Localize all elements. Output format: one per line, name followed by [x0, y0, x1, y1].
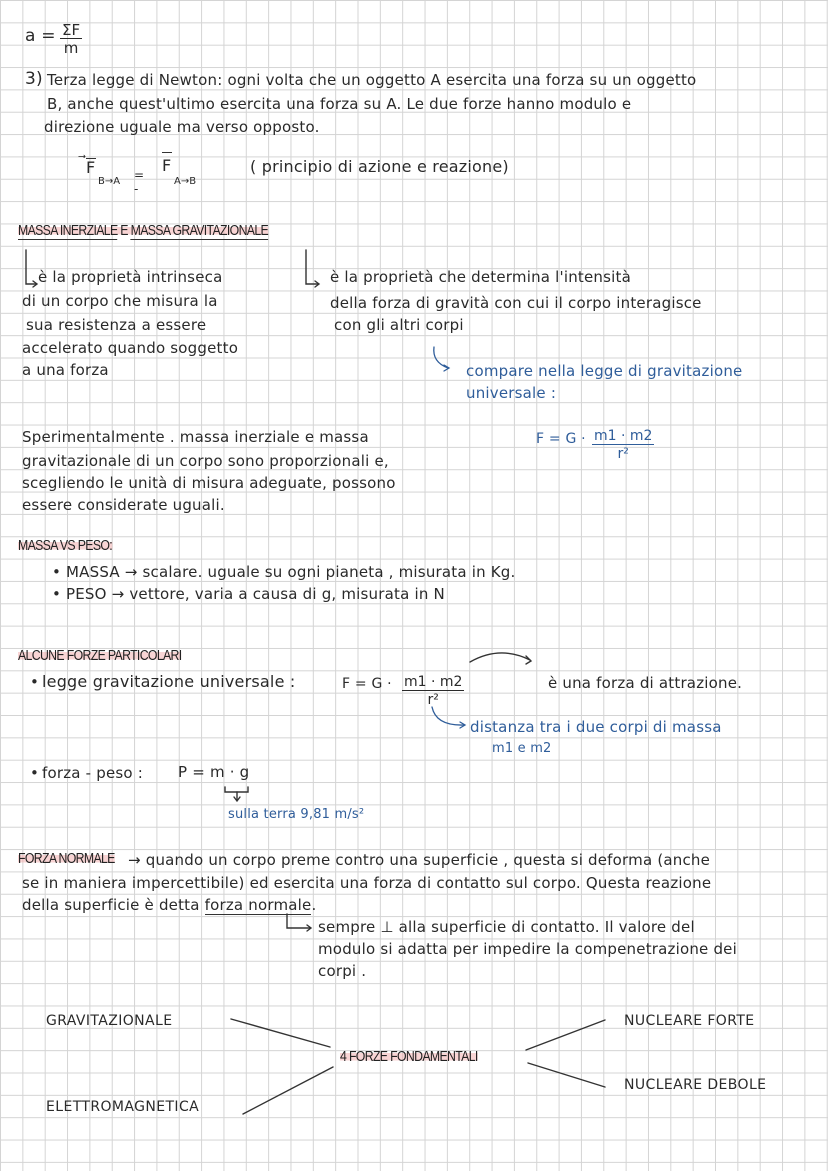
force-weak-nuclear: NUCLEARE DEBOLE: [624, 1077, 767, 1093]
experimental-line-4: essere considerate uguali.: [22, 496, 225, 514]
blue-note-line-1: compare nella legge di gravitazione: [466, 362, 743, 380]
bullet-dot: •: [52, 563, 62, 581]
special-gravitation-numerator: m1 · m2: [404, 674, 463, 690]
gravitation-numerator: m1 · m2: [594, 428, 653, 444]
action-reaction-principle: ( principio di azione e reazione): [250, 157, 509, 176]
force-a-on-b: F: [162, 156, 172, 175]
bullet-dot: •: [30, 764, 40, 782]
acceleration-denominator: m: [63, 39, 79, 57]
weight-force-label: forza - peso :: [42, 764, 144, 782]
section-heading-special-forces: ALCUNE FORZE PARTICOLARI: [18, 647, 182, 664]
bullet-weight: PESO → vettore, varia a causa di g, misurata in N: [66, 585, 445, 603]
inertial-line-1: è la proprietà intrinseca: [38, 268, 223, 286]
section-heading-mass-vs-weight: MASSA VS PESO:: [18, 537, 113, 554]
normal-note-line-3: corpi .: [318, 962, 367, 980]
special-gravitation-fraction: [402, 674, 464, 708]
inertial-line-2: di un corpo che misura la: [22, 292, 218, 310]
curved-arrow-icon: [470, 653, 530, 662]
special-gravitation-denominator: r²: [427, 692, 439, 708]
force-b-on-a: F: [86, 158, 96, 177]
section-heading-masses: [18, 222, 268, 239]
item-number: 3): [25, 69, 43, 89]
distance-note-line-2: m1 e m2: [492, 741, 552, 756]
gravitation-fraction: [592, 428, 654, 462]
equals-minus: = -: [134, 168, 145, 196]
gravitational-line-2: della forza di gravità con cui il corpo interagisce: [330, 294, 702, 312]
special-gravitation-lhs: F = G ·: [342, 676, 392, 692]
force-electromagnetic: ELETTROMAGNETICA: [46, 1099, 200, 1115]
normal-force-line-3-prefix: della superficie è detta: [22, 896, 205, 914]
experimental-line-1: Sperimentalmente . massa inerziale e massa: [22, 428, 369, 446]
normal-force-line-1: → quando un corpo preme contro una superficie , questa si deforma (anche: [128, 851, 711, 869]
force-b-on-a-subscript: B→A: [98, 176, 121, 187]
heading-gravitational-mass: MASSA GRAVITAZIONALE: [130, 222, 269, 239]
gravitation-law-label: legge gravitazione universale :: [42, 672, 296, 691]
blue-note-line-2: universale :: [466, 384, 557, 402]
gravitation-denominator: r²: [617, 446, 629, 462]
acceleration-formula-lhs: a =: [25, 26, 56, 46]
normal-force-period: .: [311, 896, 317, 914]
curved-arrow-icon: [432, 707, 464, 725]
force-strong-nuclear: NUCLEARE FORTE: [624, 1013, 755, 1029]
force-gravitational: GRAVITAZIONALE: [46, 1013, 173, 1029]
gravitational-line-3: con gli altri corpi: [334, 316, 464, 334]
bullet-mass: MASSA → scalare. uguale su ogni pianeta , misurata in Kg.: [66, 563, 516, 581]
curved-arrow-icon: [434, 347, 448, 368]
bullet-dot: •: [30, 673, 40, 691]
section-heading-normal-force: FORZA NORMALE: [18, 850, 115, 867]
acceleration-numerator: ΣF: [62, 21, 81, 39]
corner-arrow-icon: [306, 250, 318, 284]
fundamental-forces-center: 4 FORZE FONDAMENTALI: [340, 1048, 478, 1065]
third-law-line-2: B, anche quest'ultimo esercita una forza su A. Le due forze hanno modulo e: [47, 95, 632, 113]
normal-force-term: forza normale: [204, 896, 312, 914]
bullet-dot: •: [52, 585, 62, 603]
corner-arrow-icon: [287, 914, 310, 928]
heading-join: E: [117, 222, 131, 239]
normal-force-line-3: [22, 896, 316, 914]
distance-note-line-1: distanza tra i due corpi di massa: [470, 718, 722, 736]
third-law-line-3: direzione uguale ma verso opposto.: [44, 118, 320, 136]
attraction-note: è una forza di attrazione.: [548, 674, 743, 692]
normal-note-line-1: sempre ⊥ alla superficie di contatto. Il valore del: [318, 918, 695, 936]
normal-note-line-2: modulo si adatta per impedire la compenetrazione dei: [318, 940, 737, 958]
gravitation-formula-lhs: F = G ·: [536, 431, 586, 447]
vector-bar-icon: [162, 152, 172, 153]
experimental-line-2: gravitazionale di un corpo sono proporzionali e,: [22, 452, 389, 470]
weight-formula: P = m · g: [178, 763, 250, 781]
corner-arrow-icon: [26, 250, 36, 284]
heading-inertial-mass: MASSA INERZIALE: [18, 222, 118, 239]
third-law-line-1: Terza legge di Newton: ogni volta che un oggetto A esercita una forza su un oggetto: [47, 71, 697, 89]
normal-force-line-2: se in maniera impercettibile) ed esercita una forza di contatto sul corpo. Questa reazione: [22, 874, 712, 892]
acceleration-fraction: [60, 22, 82, 56]
force-a-on-b-subscript: A→B: [174, 176, 197, 187]
experimental-line-3: scegliendo le unità di misura adeguate, possono: [22, 474, 396, 492]
inertial-line-5: a una forza: [22, 361, 109, 379]
inertial-line-4: accelerato quando soggetto: [22, 339, 239, 357]
earth-gravity-note: sulla terra 9,81 m/s²: [228, 807, 365, 822]
gravitational-line-1: è la proprietà che determina l'intensità: [330, 268, 631, 286]
inertial-line-3: sua resistenza a essere: [26, 316, 207, 334]
